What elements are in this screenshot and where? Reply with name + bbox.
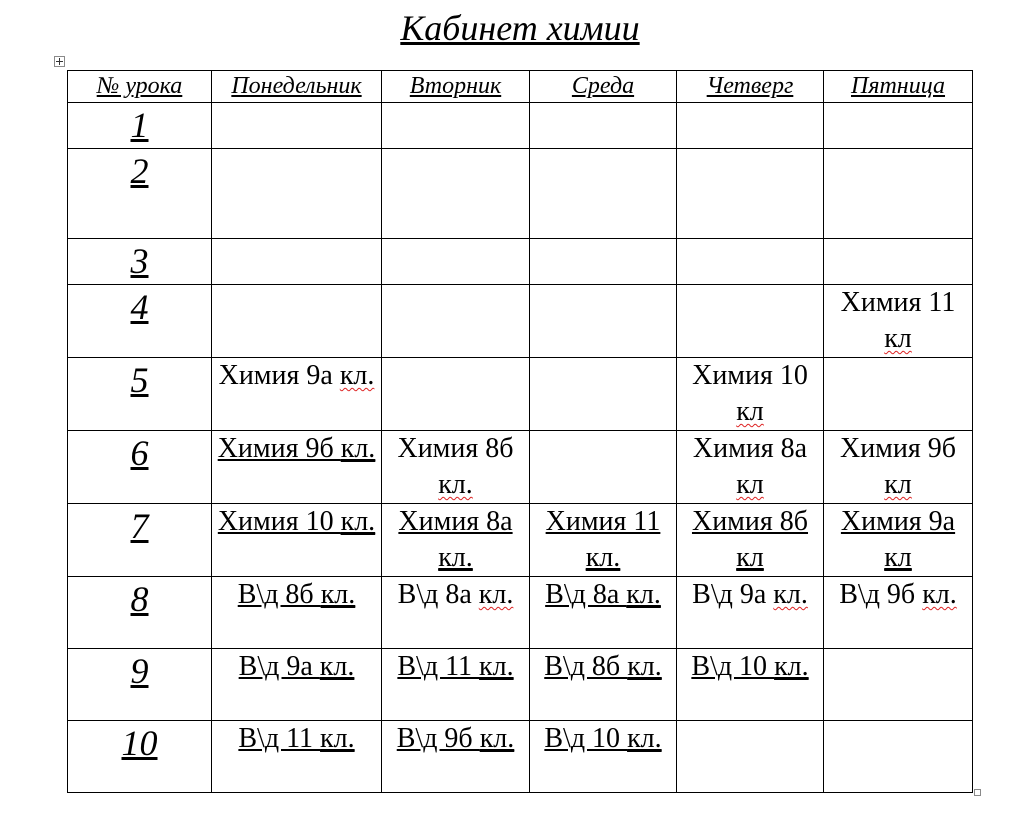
schedule-cell-monday[interactable]	[212, 431, 382, 504]
table-move-handle-icon[interactable]	[54, 56, 65, 67]
cell-text: В\д 11 кл.	[238, 723, 355, 754]
lesson-number: 3	[68, 239, 212, 285]
cell-text: Химия 11 кл	[840, 287, 956, 354]
table-row	[68, 577, 973, 649]
cell-text: В\д 9б кл.	[839, 579, 957, 610]
lesson-number: 8	[68, 577, 212, 649]
table-row	[68, 721, 973, 793]
schedule-cell-thursday[interactable]	[677, 358, 824, 431]
lesson-number: 7	[68, 504, 212, 577]
schedule-cell-friday[interactable]	[824, 149, 973, 239]
schedule-cell-tuesday[interactable]	[382, 431, 530, 504]
schedule-cell-friday[interactable]	[824, 577, 973, 649]
spellcheck-mark: кл	[884, 542, 912, 573]
header-tuesday: Вторник	[382, 71, 530, 103]
schedule-cell-monday[interactable]	[212, 103, 382, 149]
header-thursday: Четверг	[677, 71, 824, 103]
schedule-cell-wednesday[interactable]	[530, 504, 677, 577]
schedule-cell-monday[interactable]	[212, 504, 382, 577]
spellcheck-mark: кл.	[585, 542, 621, 573]
cell-text: Химия 8а кл.	[398, 506, 513, 573]
spellcheck-mark: кл.	[340, 433, 376, 464]
table-resize-handle-icon[interactable]	[974, 789, 981, 796]
spellcheck-mark: кл.	[339, 360, 375, 391]
spellcheck-mark: кл.	[922, 579, 957, 610]
schedule-cell-thursday[interactable]	[677, 103, 824, 149]
table-row	[68, 239, 973, 285]
schedule-cell-tuesday[interactable]	[382, 239, 530, 285]
spellcheck-mark: кл	[736, 542, 764, 573]
cell-text: В\д 9б кл.	[396, 723, 515, 754]
schedule-cell-monday[interactable]	[212, 649, 382, 721]
table-row	[68, 431, 973, 504]
cell-text: В\д 9а кл.	[692, 579, 808, 610]
cell-text: Химия 10 кл.	[217, 506, 376, 537]
spellcheck-mark: кл.	[340, 506, 376, 537]
cell-text: Химия 9а кл	[840, 506, 956, 573]
schedule-cell-monday[interactable]	[212, 577, 382, 649]
schedule-cell-friday[interactable]	[824, 285, 973, 358]
header-wednesday: Среда	[530, 71, 677, 103]
spellcheck-mark: кл	[736, 396, 764, 427]
schedule-cell-tuesday[interactable]	[382, 721, 530, 793]
schedule-cell-friday[interactable]	[824, 103, 973, 149]
lesson-number: 1	[68, 103, 212, 149]
spellcheck-mark: кл.	[438, 469, 473, 500]
schedule-cell-wednesday[interactable]	[530, 431, 677, 504]
spellcheck-mark: кл	[884, 469, 912, 500]
schedule-cell-monday[interactable]	[212, 149, 382, 239]
lesson-number: 6	[68, 431, 212, 504]
table-row	[68, 149, 973, 239]
schedule-cell-thursday[interactable]	[677, 285, 824, 358]
page-title: Кабинет химии	[400, 8, 640, 48]
lesson-number: 2	[68, 149, 212, 239]
schedule-cell-friday[interactable]	[824, 431, 973, 504]
table-row	[68, 649, 973, 721]
spellcheck-mark: кл.	[479, 723, 515, 754]
schedule-cell-thursday[interactable]	[677, 504, 824, 577]
spellcheck-mark: кл.	[773, 579, 808, 610]
spellcheck-mark: кл	[736, 469, 764, 500]
spellcheck-mark: кл.	[479, 651, 514, 682]
schedule-cell-tuesday[interactable]	[382, 285, 530, 358]
table-row	[68, 504, 973, 577]
schedule-cell-monday[interactable]	[212, 239, 382, 285]
schedule-cell-monday[interactable]	[212, 285, 382, 358]
header-row	[68, 71, 973, 103]
spellcheck-mark: кл.	[320, 579, 356, 610]
cell-text: В\д 11 кл.	[397, 651, 514, 682]
schedule-cell-wednesday[interactable]	[530, 103, 677, 149]
cell-text: Химия 9б кл.	[217, 433, 376, 464]
schedule-cell-monday[interactable]	[212, 721, 382, 793]
schedule-cell-monday[interactable]	[212, 358, 382, 431]
schedule-cell-tuesday[interactable]	[382, 577, 530, 649]
spellcheck-mark: кл.	[627, 651, 662, 682]
cell-text: В\д 9а кл.	[238, 651, 355, 682]
spellcheck-mark: кл.	[320, 723, 355, 754]
cell-text: Химия 9а кл.	[218, 360, 375, 391]
schedule-cell-wednesday[interactable]	[530, 149, 677, 239]
spellcheck-mark: кл.	[627, 723, 662, 754]
cell-text: Химия 8б кл.	[397, 433, 514, 500]
schedule-cell-wednesday[interactable]	[530, 721, 677, 793]
schedule-cell-friday[interactable]	[824, 504, 973, 577]
schedule-cell-wednesday[interactable]	[530, 649, 677, 721]
header-friday: Пятница	[824, 71, 973, 103]
lesson-number: 9	[68, 649, 212, 721]
schedule-cell-wednesday[interactable]	[530, 285, 677, 358]
schedule-cell-tuesday[interactable]	[382, 358, 530, 431]
schedule-cell-thursday[interactable]	[677, 577, 824, 649]
cell-text: Химия 11 кл.	[545, 506, 661, 573]
table-row	[68, 358, 973, 431]
spellcheck-mark: кл.	[438, 542, 473, 573]
spellcheck-mark: кл.	[626, 579, 661, 610]
lesson-number: 5	[68, 358, 212, 431]
schedule-cell-tuesday[interactable]	[382, 149, 530, 239]
schedule-cell-tuesday[interactable]	[382, 504, 530, 577]
schedule-cell-thursday[interactable]	[677, 721, 824, 793]
cell-text: Химия 10 кл	[692, 360, 808, 427]
header-monday: Понедельник	[212, 71, 382, 103]
schedule-cell-thursday[interactable]	[677, 649, 824, 721]
lesson-number: 4	[68, 285, 212, 358]
spellcheck-mark: кл.	[319, 651, 355, 682]
schedule-cell-thursday[interactable]	[677, 149, 824, 239]
schedule-cell-wednesday[interactable]	[530, 239, 677, 285]
schedule-cell-thursday[interactable]	[677, 239, 824, 285]
lesson-number: 10	[68, 721, 212, 793]
spellcheck-mark: кл	[884, 323, 912, 354]
spellcheck-mark: кл.	[774, 651, 809, 682]
schedule-cell-friday[interactable]	[824, 239, 973, 285]
cell-text: В\д 8б кл.	[237, 579, 356, 610]
schedule-cell-wednesday[interactable]	[530, 577, 677, 649]
table-row	[68, 103, 973, 149]
schedule-table	[67, 70, 973, 793]
cell-text: В\д 8б кл.	[544, 651, 662, 682]
schedule-cell-friday[interactable]	[824, 649, 973, 721]
spellcheck-mark: кл.	[478, 579, 514, 610]
schedule-cell-friday[interactable]	[824, 358, 973, 431]
schedule-cell-tuesday[interactable]	[382, 649, 530, 721]
header-lesson-number: № урока	[68, 71, 212, 103]
schedule-cell-thursday[interactable]	[677, 431, 824, 504]
schedule-cell-friday[interactable]	[824, 721, 973, 793]
schedule-cell-wednesday[interactable]	[530, 358, 677, 431]
table-row	[68, 285, 973, 358]
cell-text: Химия 8а кл	[692, 433, 808, 500]
cell-text: В\д 10 кл.	[544, 723, 662, 754]
cell-text: Химия 9б кл	[839, 433, 957, 500]
cell-text: Химия 8б кл	[691, 506, 809, 573]
cell-text: В\д 8а кл.	[397, 579, 514, 610]
cell-text: В\д 10 кл.	[691, 651, 809, 682]
schedule-cell-tuesday[interactable]	[382, 103, 530, 149]
cell-text: В\д 8а кл.	[545, 579, 661, 610]
